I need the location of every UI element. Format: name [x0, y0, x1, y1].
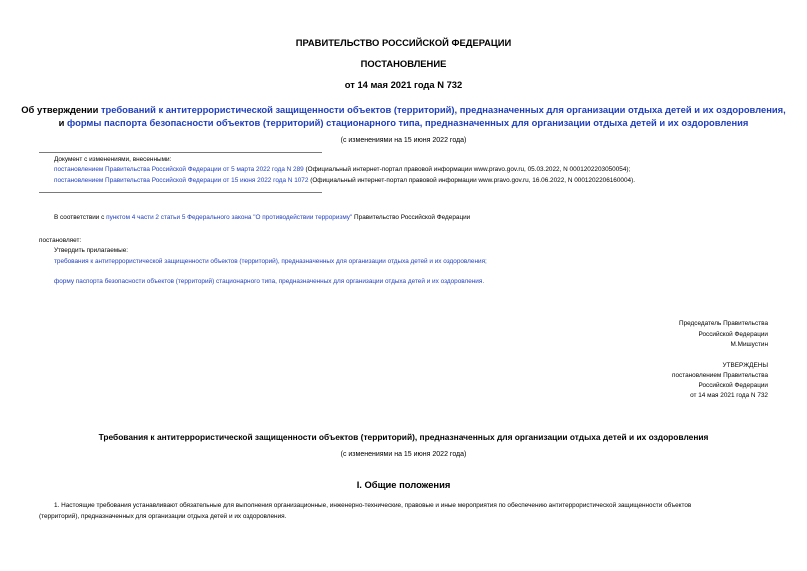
document-title-line-1 [0, 104, 807, 115]
requirements-revision-note: (с изменениями на 15 июня 2022 года) [340, 451, 467, 458]
approved-line-2: постановлением Правительства [672, 372, 768, 379]
approved-line-3: Российской Федерации [698, 382, 768, 389]
section-title: I. Общие положения [356, 479, 451, 490]
changes-heading: Документ с изменениями, внесенными: [54, 156, 172, 163]
resolves-label: постановляет: [39, 237, 82, 244]
passport-form-link[interactable]: формы паспорта безопасности объектов (территорий) стационарного типа, предназначенных для организации отдыха детей и их оздоровления [67, 117, 749, 128]
change-item-1 [54, 166, 630, 173]
government-name: ПРАВИТЕЛЬСТВО РОССИЙСКОЙ ФЕДЕРАЦИИ [295, 37, 512, 48]
signature-name: М.Мишустин [730, 341, 768, 348]
revision-note: (с изменениями на 15 июня 2022 года) [340, 137, 467, 144]
document-title-line-2 [0, 117, 807, 128]
paragraph-1-line-1: 1. Настоящие требования устанавливают обязательные для выполнения организационные, инженерно-технические, правовые и иные мероприятия по обеспечению антитеррористической защищенности объектов [54, 502, 692, 509]
title-prefix-1: Об утверждении [21, 104, 101, 115]
change-item-1-link[interactable]: постановлением Правительства Российской Федерации от 5 марта 2022 года N 289 [54, 166, 304, 173]
document-type: ПОСТАНОВЛЕНИЕ [360, 58, 447, 69]
signature-line-1: Председатель Правительства [679, 320, 768, 327]
preamble-before: В соответствии с [54, 214, 107, 221]
change-item-1-source: (Официальный интернет-портал правовой информации www.pravo.gov.ru, 05.03.2022, N 0001202203050054); [303, 166, 631, 173]
document-date-number: от 14 мая 2021 года N 732 [344, 79, 463, 90]
requirements-title: Требования к антитеррористической защищенности объектов (территорий), предназначенных для организации отдыха детей и их оздоровления [98, 432, 709, 442]
approved-line-1: УТВЕРЖДЕНЫ [722, 362, 768, 369]
title-prefix-2: и [58, 117, 68, 128]
preamble [54, 214, 470, 221]
preamble-after: Правительство Российской Федерации [352, 214, 471, 221]
change-item-2 [54, 177, 635, 184]
signature-line-2: Российской Федерации [698, 331, 768, 338]
approved-line-4: от 14 мая 2021 года N 732 [690, 392, 768, 399]
changes-top-divider [39, 152, 322, 153]
change-item-2-link[interactable]: постановлением Правительства Российской Федерации от 15 июня 2022 года N 1072 [54, 177, 309, 184]
paragraph-1-line-2: (территорий), предназначенных для организации отдыха детей и их оздоровления. [39, 513, 287, 520]
decree-item-requirements[interactable]: требования к антитеррористической защищенности объектов (территорий), предназначенных для организации отдыха детей и их оздоровления; [54, 258, 487, 265]
change-item-2-source: (Официальный интернет-портал правовой информации www.pravo.gov.ru, 16.06.2022, N 0001202206160004). [308, 177, 635, 184]
federal-law-link[interactable]: пунктом 4 части 2 статьи 5 Федерального закона "О противодействии терроризму" [106, 214, 353, 221]
decree-item-passport-form[interactable]: форму паспорта безопасности объектов (территорий) стационарного типа, предназначенных для организации отдыха детей и их оздоровления. [54, 278, 485, 285]
approve-label: Утвердить прилагаемые: [54, 247, 129, 254]
changes-bottom-divider [39, 192, 322, 193]
requirements-link[interactable]: требований к антитеррористической защищенности объектов (территорий), предназначенных для организации отдыха детей и их оздоровления, [100, 104, 786, 115]
